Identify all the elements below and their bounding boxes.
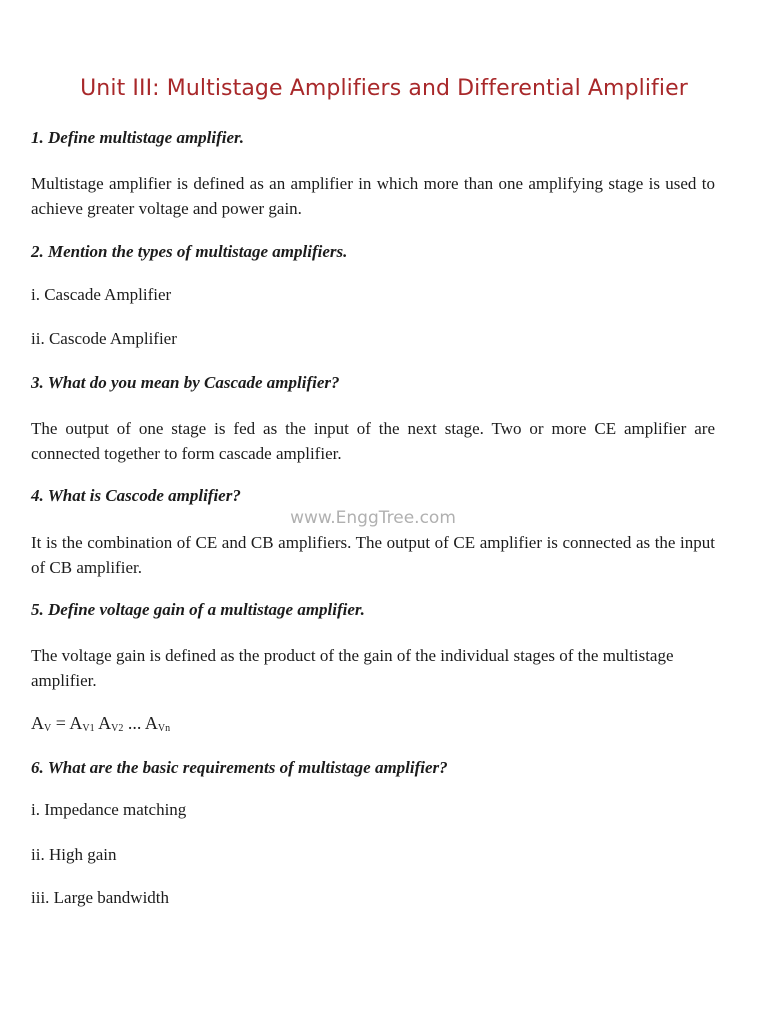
question-6: 6. What are the basic requirements of multistage amplifier?: [31, 758, 448, 777]
question-4: 4. What is Cascode amplifier?: [31, 486, 241, 505]
answer-3: The output of one stage is fed as the input of the next stage. Two or more CE amplifier are connected together to form cascade amplifier.: [31, 419, 715, 463]
list-item: i. Cascade Amplifier: [31, 285, 172, 304]
question-5: 5. Define voltage gain of a multistage amplifier.: [31, 600, 365, 619]
question-2: 2. Mention the types of multistage amplifiers.: [31, 242, 348, 261]
list-item: ii. Cascode Amplifier: [31, 329, 177, 348]
answer-5: The voltage gain is defined as the product of the gain of the individual stages of the multistage amplifier.: [31, 646, 674, 690]
list-item: ii. High gain: [31, 845, 117, 864]
page-title: Unit III: Multistage Amplifiers and Differential Amplifier: [80, 76, 688, 101]
answer-4: It is the combination of CE and CB amplifiers. The output of CE amplifier is connected as the input of CB amplifier.: [31, 533, 715, 577]
question-1: 1. Define multistage amplifier.: [31, 128, 244, 147]
answer-1: Multistage amplifier is defined as an amplifier in which more than one amplifying stage is used to achieve greater voltage and power gain.: [31, 174, 715, 218]
list-item: i. Impedance matching: [31, 800, 187, 819]
watermark: www.EnggTree.com: [290, 508, 456, 528]
question-3: 3. What do you mean by Cascade amplifier?: [31, 373, 340, 392]
voltage-gain-formula: $A_V = A_{V1}$ $A_{V2}$ ... $A_{Vn}$: [31, 713, 171, 734]
list-item: iii. Large bandwidth: [31, 888, 170, 907]
